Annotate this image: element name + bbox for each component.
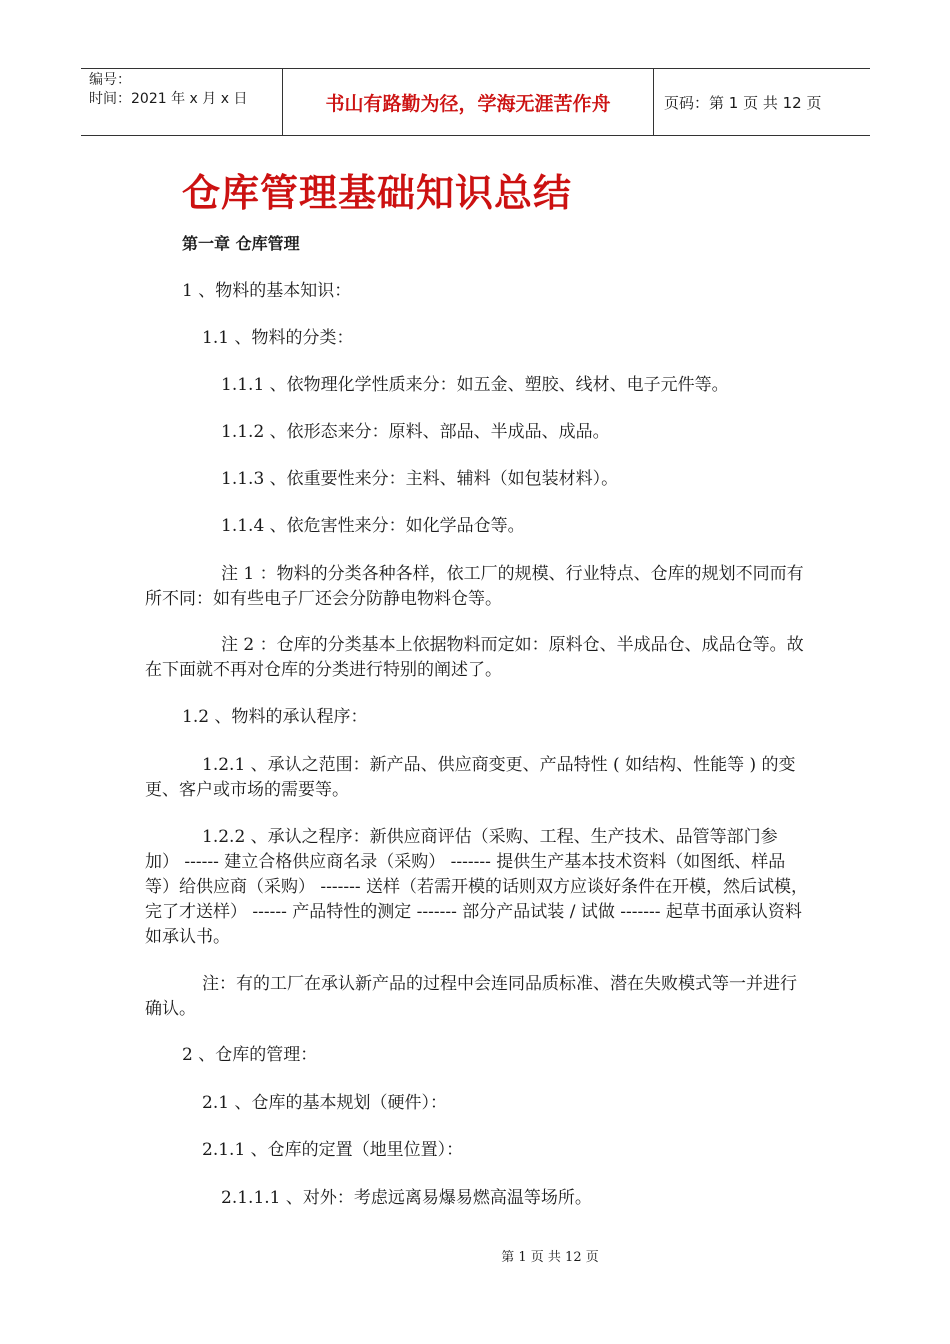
section-1-1-2: 1.1.2 、依形态来分：原料、部品、半成品、成品。 xyxy=(221,422,610,442)
chapter-heading: 第一章 仓库管理 xyxy=(182,234,300,253)
section-2-1-1-1: 2.1.1.1 、对外：考虑远离易爆易燃高温等场所。 xyxy=(221,1188,592,1208)
section-1-2-heading: 1.2 、物料的承认程序： xyxy=(182,707,368,727)
document-time-label: 时间：2021 年 x 月 x 日 xyxy=(89,91,248,107)
document-header xyxy=(81,68,870,136)
page-footer: 第 1 页 共 12 页 xyxy=(501,1250,599,1265)
section-2-1-1: 2.1.1 、仓库的定置（地里位置）： xyxy=(202,1140,464,1160)
note-2-paragraph: 注 2 ：仓库的分类基本上依据物料而定如：原料仓、半成品仓、成品仓等。故在下面就不再对仓库的分类进行特别的阐述了。 xyxy=(145,635,804,680)
header-motto: 书山有路勤为径，学海无涯苦作舟 xyxy=(283,69,654,135)
section-1-2-1-paragraph: 1.2.1 、承认之范围：新产品、供应商变更、产品特性 ( 如结构、性能等 ) 的变更、客户或市场的需要等。 xyxy=(145,755,796,800)
header-page-info: 页码：第 1 页 共 12 页 xyxy=(664,93,822,112)
section-1-1-heading: 1.1 、物料的分类： xyxy=(202,328,354,348)
section-2-heading: 2 、仓库的管理： xyxy=(182,1045,318,1065)
note-1-paragraph: 注 1 ：物料的分类各种各样，依工厂的规模、行业特点、仓库的规划不同而有所不同：如有些电子厂还会分防静电物料仓等。 xyxy=(145,564,804,609)
note-3-paragraph: 注：有的工厂在承认新产品的过程中会连同品质标准、潜在失败模式等一并进行确认。 xyxy=(145,974,797,1019)
document-title: 仓库管理基础知识总结 xyxy=(182,170,573,215)
section-1-1-4: 1.1.4 、依危害性来分：如化学品仓等。 xyxy=(221,516,525,536)
section-1-2-2-paragraph: 1.2.2 、承认之程序：新供应商评估（采购、工程、生产技术、品管等部门参加） ------ 建立合格供应商名录（采购） ------- 提供生产基本技术资料（如图纸、样品等）给供应商（采购） ------- 送样（若需开模的话则双方应谈好条件在开模，然后试模，完了才送样） ------ 产品特性的测定 ------- 部分产品试装 / 试做 ------- 起草书面承认资料如承认书。 xyxy=(145,827,809,947)
section-2-1-heading: 2.1 、仓库的基本规划（硬件）： xyxy=(202,1093,447,1113)
section-1-heading: 1 、物料的基本知识： xyxy=(182,281,352,301)
document-number-label: 编号： xyxy=(89,72,131,88)
section-1-1-3: 1.1.3 、依重要性来分：主料、辅料（如包装材料）。 xyxy=(221,469,619,489)
header-meta xyxy=(81,69,283,135)
section-1-1-1: 1.1.1 、依物理化学性质来分：如五金、塑胶、线材、电子元件等。 xyxy=(221,375,729,395)
